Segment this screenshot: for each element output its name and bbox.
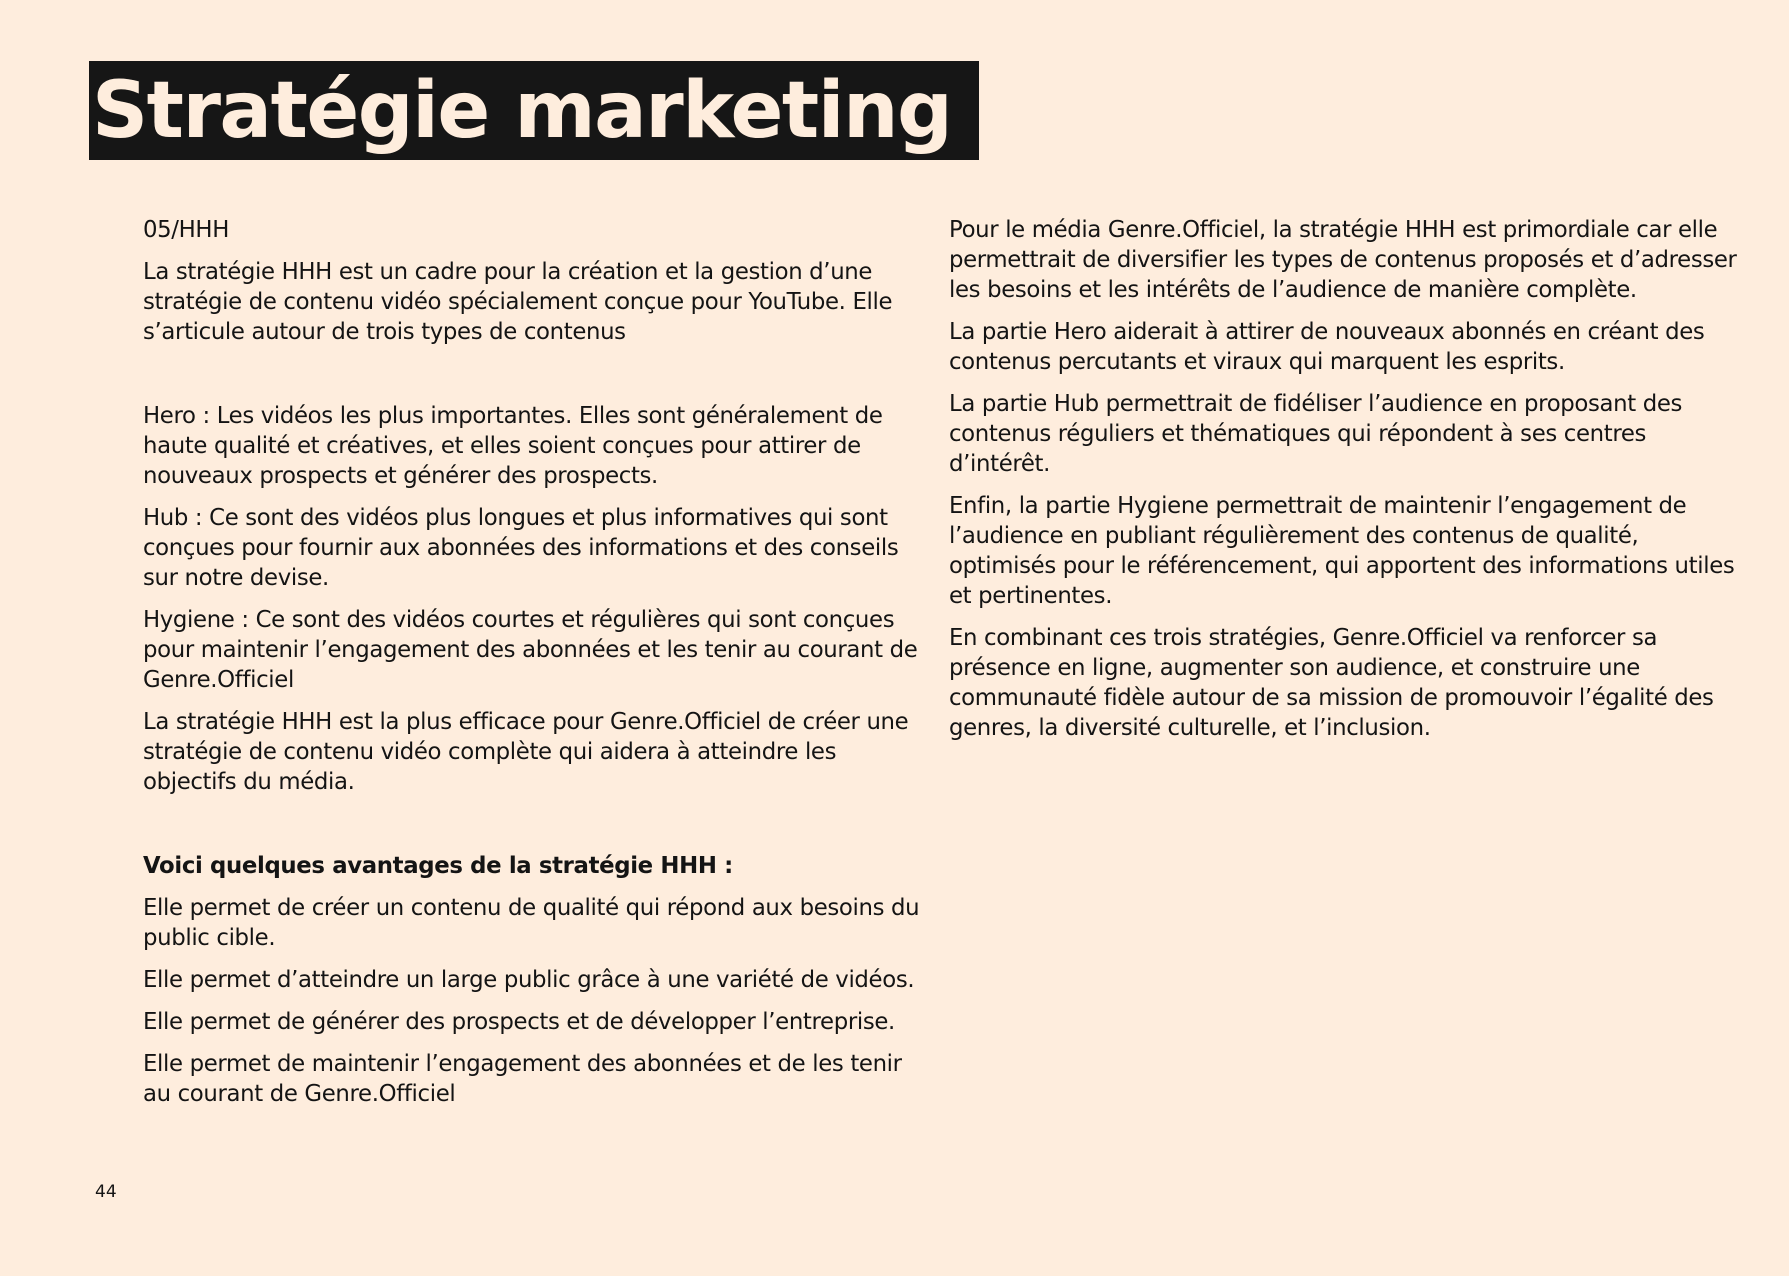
right-column: [949, 215, 1749, 755]
section-reference: 05/HHH: [143, 217, 230, 243]
page-number: 44: [95, 1182, 117, 1202]
hygiene-benefit-paragraph: Enfin, la partie Hygiene permettrait de maintenir l’engagement de l’audience en publiant régulièrement des contenus de qualité, optimisés pour le référencement, qui apportent des informations utiles et pertinentes.: [949, 493, 1735, 609]
advantage-item: Elle permet de générer des prospects et de développer l’entreprise.: [143, 1009, 895, 1035]
hygiene-paragraph: Hygiene : Ce sont des vidéos courtes et régulières qui sont conçues pour maintenir l’engagement des abonnées et les tenir au courant de Genre.Officiel: [143, 607, 918, 693]
advantages-heading: Voici quelques avantages de la stratégie HHH :: [143, 853, 733, 879]
hub-benefit-paragraph: La partie Hub permettrait de fidéliser l’audience en proposant des contenus réguliers et thématiques qui répondent à ses centres d’intérêt.: [949, 391, 1683, 477]
advantage-item: Elle permet de créer un contenu de qualité qui répond aux besoins du public cible.: [143, 895, 920, 951]
genre-officiel-paragraph: Pour le média Genre.Officiel, la stratégie HHH est primordiale car elle permettrait de diversifier les types de contenus proposés et d’adresser les besoins et les intérêts de l’audience de manière complète.: [949, 217, 1737, 303]
advantage-item: Elle permet de maintenir l’engagement des abonnées et de les tenir au courant de Genre.Officiel: [143, 1051, 902, 1107]
advantage-item: Elle permet d’atteindre un large public grâce à une variété de vidéos.: [143, 967, 915, 993]
left-column: [143, 215, 923, 1121]
intro-paragraph: La stratégie HHH est un cadre pour la création et la gestion d’une stratégie de contenu vidéo spécialement conçue pour YouTube. Elle s’articule autour de trois types de contenus: [143, 259, 893, 345]
page-title: Stratégie marketing: [92, 66, 952, 156]
title-banner: [89, 61, 979, 160]
hub-paragraph: Hub : Ce sont des vidéos plus longues et plus informatives qui sont conçues pour fournir aux abonnées des informations et des conseils sur notre devise.: [143, 505, 899, 591]
hero-paragraph: Hero : Les vidéos les plus importantes. Elles sont généralement de haute qualité et créatives, et elles soient conçues pour attirer de nouveaux prospects et générer des prospects.: [143, 403, 883, 489]
combined-strategy-paragraph: En combinant ces trois stratégies, Genre.Officiel va renforcer sa présence en ligne, augmenter son audience, et construire une communauté fidèle autour de sa mission de promouvoir l’égalité des genres, la diversité culturelle, et l’inclusion.: [949, 625, 1714, 741]
hero-benefit-paragraph: La partie Hero aiderait à attirer de nouveaux abonnés en créant des contenus percutants et viraux qui marquent les esprits.: [949, 319, 1705, 375]
conclusion-paragraph: La stratégie HHH est la plus efficace pour Genre.Officiel de créer une stratégie de contenu vidéo complète qui aidera à atteindre les objectifs du média.: [143, 709, 909, 795]
